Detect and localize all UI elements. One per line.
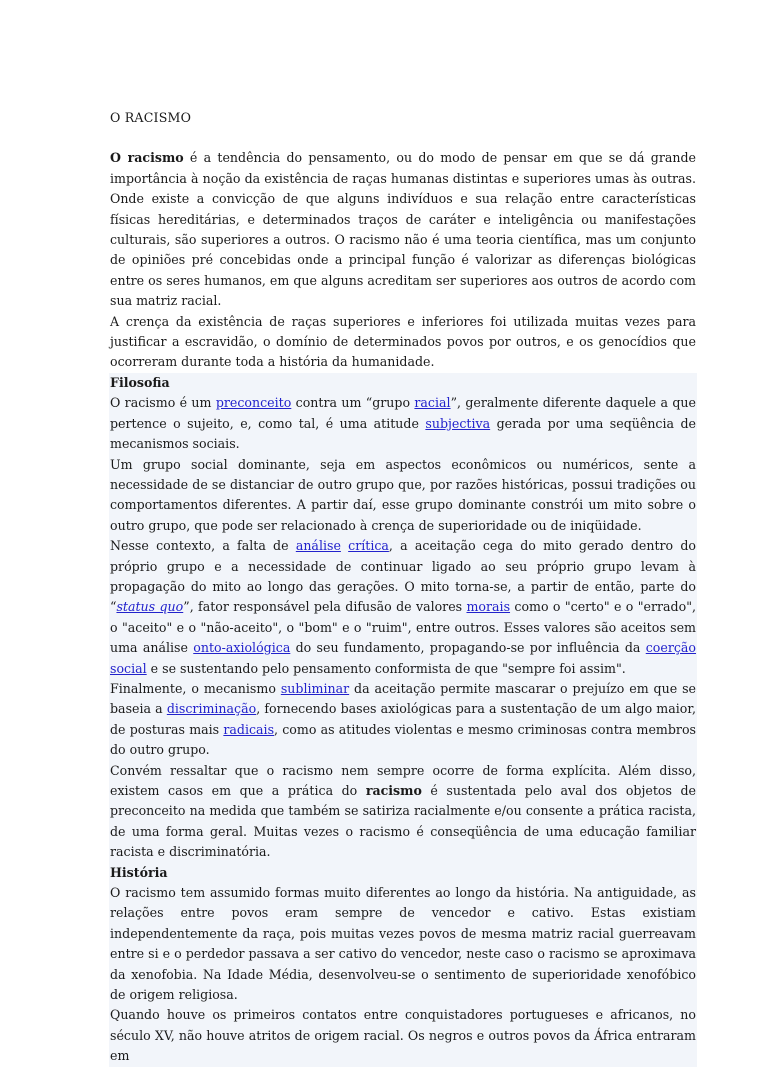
link-critica[interactable]: crítica xyxy=(348,538,389,554)
link-status-quo[interactable]: status quo xyxy=(116,599,184,615)
bold-lead-term: O racismo xyxy=(110,150,184,166)
filosofia-paragraph-2: Um grupo social dominante, seja em aspectos econômicos ou numéricos, sente a necessidade de se distanciar de outro grupo que, por razões históricas, possui tradições ou comportamentos diferentes. A partir daí, esse grupo dominante constrói um mito sobre o outro grupo, que pode ser relacionado à crença de superioridade ou de iniqüidade. xyxy=(110,456,696,533)
historia-paragraph-1: O racismo tem assumido formas muito diferentes ao longo da história. Na antiguidade, as relações entre povos eram sempre de vencedor e cativo. Estas existiam independentemente da raça, pois muitas vezes povos de mesma matriz racial guerreavam entre si e o perdedor passava a ser cativo do vencedor, neste caso o racismo se aproximava da xenofobia. Na Idade Média, desenvolveu-se o sentimento de superioridade xenofóbico de origem religiosa. xyxy=(110,885,696,1003)
filosofia-paragraph-3: Nesse contexto, a falta de análise crítica, a aceitação cega do mito gerado dentro do próprio grupo e a necessidade de continuar ligado ao seu próprio grupo levam à propagação do mito ao longo das gerações. O mito torna-se, a partir de então, parte do “status quo”, fator responsável pela difusão de valores morais como o "certo" e o "errado", o "aceito" e o "não-aceito", o "bom" e o "ruim", entre outros. Esses valores são aceitos sem uma análise onto-axiológica do seu fundamento, propagando-se por influência da coerção social e se sustentando pelo pensamento conformista de que "sempre foi assim". xyxy=(110,538,696,676)
intro-paragraph-1: O racismo é a tendência do pensamento, ou do modo de pensar em que se dá grande importância à noção da existência de raças humanas distintas e superiores umas às outras. Onde existe a convicção de que alguns indivíduos e sua relação entre características físicas hereditárias, e determinados traços de caráter e inteligência ou manifestações culturais, são superiores a outros. O racismo não é uma teoria científica, mas um conjunto de opiniões pré concebidas onde a principal função é valorizar as diferenças biológicas entre os seres humanos, em que alguns acreditam ser superiores aos outros de acordo com sua matriz racial. xyxy=(110,150,696,309)
historia-paragraph-2: Quando houve os primeiros contatos entre conquistadores portugueses e africanos, no século XV, não houve atritos de origem racial. Os negros e outros povos da África entraram em xyxy=(110,1007,696,1064)
filosofia-paragraph-4: Finalmente, o mecanismo subliminar da aceitação permite mascarar o prejuízo em que se baseia a discriminação, fornecendo bases axiológicas para a sustentação de um algo maior, de posturas mais radicais, como as atitudes violentas e mesmo criminosas contra membros do outro grupo. xyxy=(110,680,696,758)
section-heading-filosofia: Filosofia xyxy=(110,374,170,390)
link-onto-axiologica[interactable]: onto-axiológica xyxy=(193,640,291,656)
link-subliminar[interactable]: subliminar xyxy=(280,680,350,696)
document-page xyxy=(110,108,696,1067)
link-discriminacao[interactable]: discriminação xyxy=(166,701,257,717)
link-subjectiva[interactable]: subjectiva xyxy=(425,415,491,431)
filosofia-paragraph-1: O racismo é um preconceito contra um “grupo racial”, geralmente diferente daquele a que pertence o sujeito, e, como tal, é uma atitude subjectiva gerada por uma seqüência de mecanismos sociais. xyxy=(110,395,696,452)
link-analise[interactable]: análise xyxy=(295,538,341,554)
filosofia-paragraph-5: Convém ressaltar que o racismo nem sempre ocorre de forma explícita. Além disso, existem casos em que a prática do racismo é sustentada pelo aval dos objetos de preconceito na medida que também se satiriza racialmente e/ou consente a prática racista, de uma forma geral. Muitas vezes o racismo é conseqüência de uma educação familiar racista e discriminatória. xyxy=(110,762,696,860)
link-racial[interactable]: racial xyxy=(414,395,451,411)
link-coercao-social[interactable]: coerção social xyxy=(110,640,696,676)
link-morais[interactable]: morais xyxy=(466,599,511,615)
section-heading-historia: História xyxy=(110,864,168,880)
bold-racismo: racismo xyxy=(365,783,422,798)
link-radicais[interactable]: radicais xyxy=(223,721,275,737)
intro-section xyxy=(110,148,696,372)
intro-paragraph-2: A crença da existência de raças superiores e inferiores foi utilizada muitas vezes para justificar a escravidão, o domínio de determinados povos por outros, e os genocídios que ocorreram durante toda a história da humanidade. xyxy=(110,313,696,370)
wiki-excerpt xyxy=(109,373,697,1067)
document-title: O RACISMO xyxy=(110,110,192,125)
link-preconceito[interactable]: preconceito xyxy=(215,395,292,411)
